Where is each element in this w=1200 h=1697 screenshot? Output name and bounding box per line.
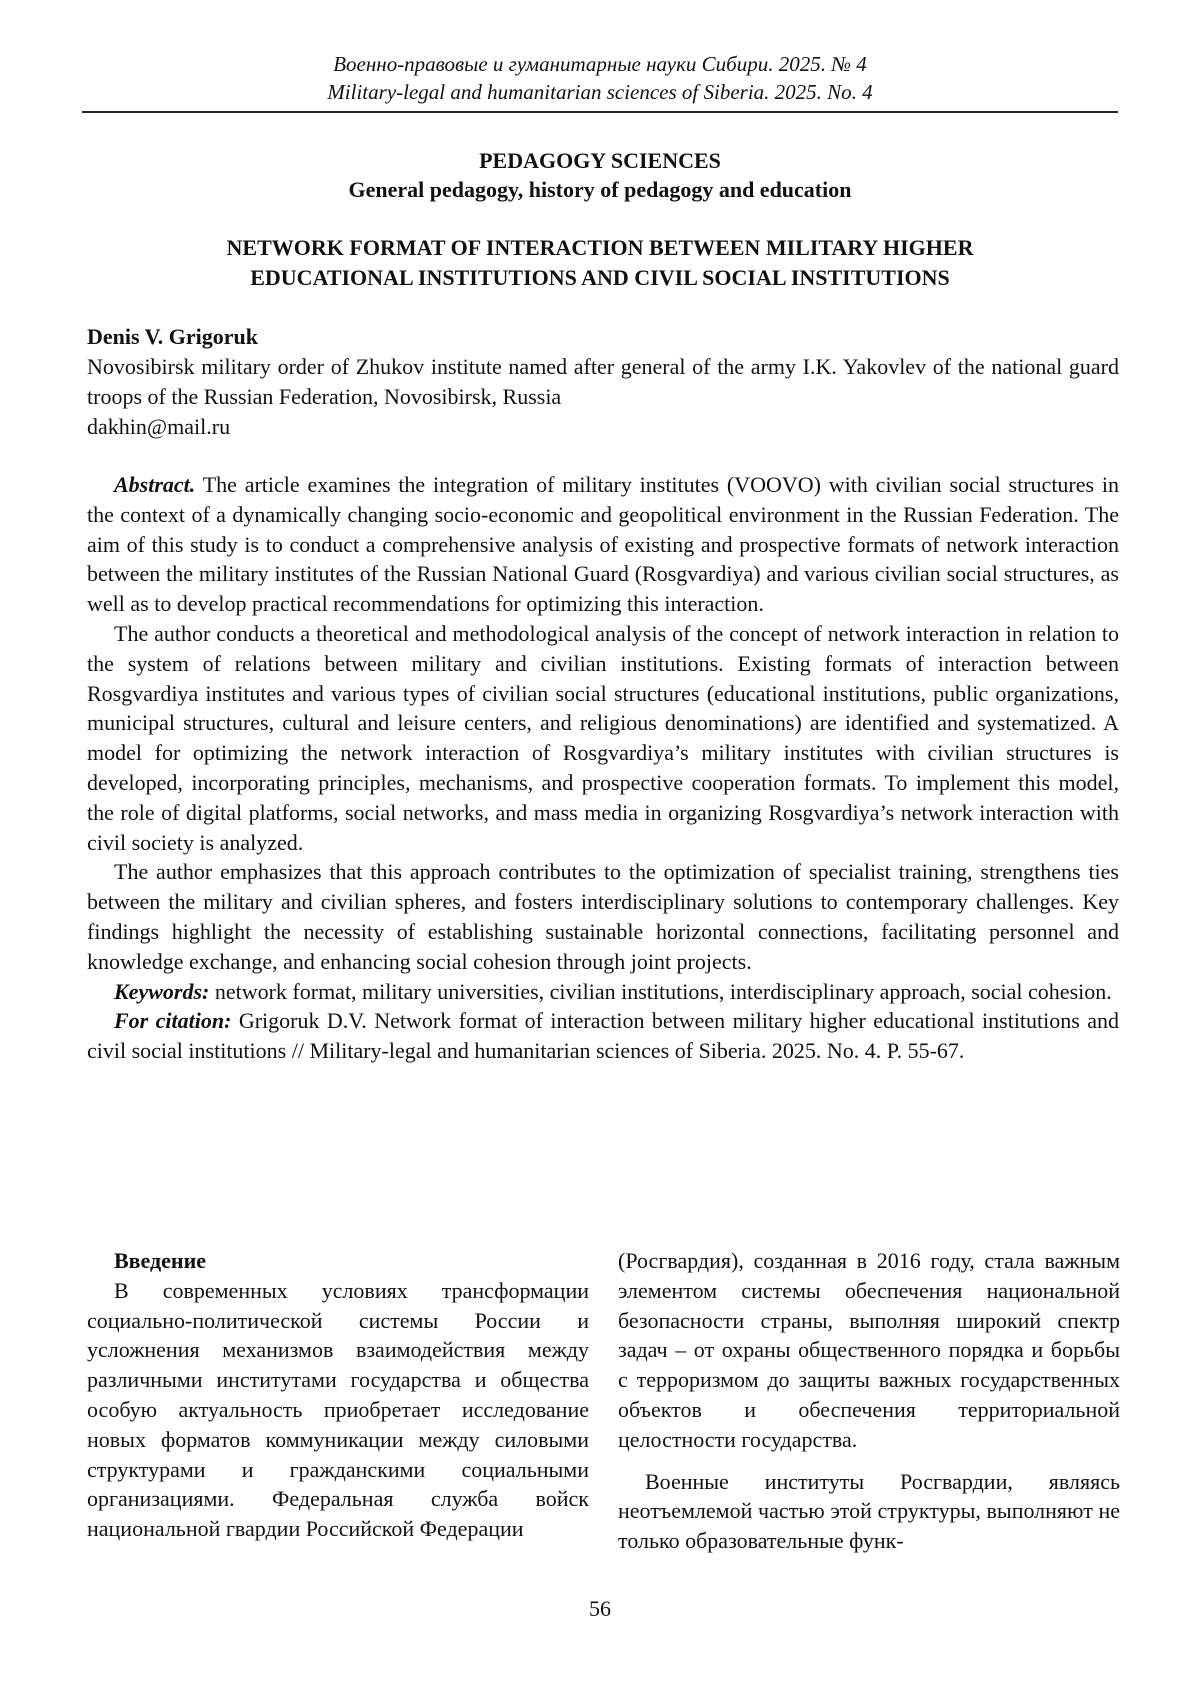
abstract-paragraph-2: The author conducts a theoretical and methodological analysis of the concept of network interaction in relation to the system of relations between military and civilian institutions. Existing formats of interaction between Rosgvardiya institutes and various types of civilian social structures (educational institutions, public organizations, municipal structures, cultural and leisure centers, and religious denominations) are identified and systematized. A model for optimizing the network interaction of Rosgvardiya’s military institutes with civilian structures is developed, incorporating principles, mechanisms, and prospective cooperation formats. To implement this model, the role of digital platforms, social networks, and mass media in organizing Rosgvardiya’s network interaction with civil society is analyzed. [87,620,1119,855]
section-subtitle: General pedagogy, history of pedagogy and education [348,177,852,202]
abstract-paragraph-3: The author emphasizes that this approach contributes to the optimization of specialist training, strengthens ties between the military and civilian spheres, and fosters interdisciplinary solutions to contemporary challenges. Key findings highlight the necessity of establishing sustainable horizontal connections, facilitating personnel and knowledge exchange, and enhancing social cohesion through joint projects. [87,859,1119,974]
author-name: Denis V. Grigoruk [87,324,258,349]
section-title: PEDAGOGY SCIENCES [479,148,721,173]
introduction-heading: Введение [114,1248,207,1273]
article-title-line-2: EDUCATIONAL INSTITUTIONS AND CIVIL SOCIAL INSTITUTIONS [250,265,950,290]
body-paragraph-left-1: В современных условиях трансформации социально-политической системы России и усложнения механизмов взаимодействия между различными институтами государства и общества особую актуальность приобретает исследование новых форматов коммуникации между силовыми структурами и гражданскими социальными организациями. Федеральная служба войск национальной гвардии Российской Федерации [87,1277,589,1542]
page-number: 56 [589,1596,611,1621]
abstract-paragraph-1 [87,470,1119,619]
body-column-right [618,1246,1120,1556]
article-title [82,233,1118,293]
running-head-ru: Военно-правовые и гуманитарные науки Сибири. 2025. № 4 [333,52,867,76]
body-column-left [87,1246,589,1544]
running-head-en: Military-legal and humanitarian sciences of Siberia. 2025. No. 4 [327,80,873,104]
citation-label: For citation: [114,1008,232,1034]
abstract-text-1: The article examines the integration of military institutes (VOOVO) with civilian social structures in the context of a dynamically changing socio-economic and geopolitical environment in the Russian Federation. The aim of this study is to conduct a comprehensive analysis of existing and prospective formats of network interaction between the military institutes of the Russian National Guard (Rosgvardiya) and various civilian social structures, as well as to develop practical recommendations for optimizing this interaction. [87,472,1119,617]
abstract [87,470,1119,1066]
body-paragraph-right-1: (Росгвардия), созданная в 2016 году, стала важным элементом системы обеспечения национальной безопасности страны, выполняя широкий спектр задач – от охраны общественного порядка и борьбы с терроризмом до защиты важных государственных объектов и обеспечения территориальной целостности государства. [618,1248,1120,1452]
author-affiliation: Novosibirsk military order of Zhukov institute named after general of the army I.K. Yakovlev of the national guard troops of the Russian Federation, Novosibirsk, Russia [87,354,1119,409]
abstract-label: Abstract. [114,472,196,497]
citation [87,1006,1119,1066]
article-title-line-1: NETWORK FORMAT OF INTERACTION BETWEEN MILITARY HIGHER [226,235,974,260]
keywords-label: Keywords: [114,978,210,1004]
keywords-text: network format, military universities, civilian institutions, interdisciplinary approach, social cohesion. [214,978,1112,1004]
header-rule [82,111,1118,113]
citation-text: Grigoruk D.V. Network format of interaction between military higher educational institutions and civil social institutions // Military-legal and humanitarian sciences of Siberia. 2025. No. 4. P. 55-67. [87,1008,1119,1064]
author-email: dakhin@mail.ru [87,414,231,439]
keywords [87,977,1119,1007]
body-paragraph-right-2: Военные институты Росгвардии, являясь неотъемлемой частью этой структуры, выполняют не только образовательные функ- [618,1468,1120,1554]
